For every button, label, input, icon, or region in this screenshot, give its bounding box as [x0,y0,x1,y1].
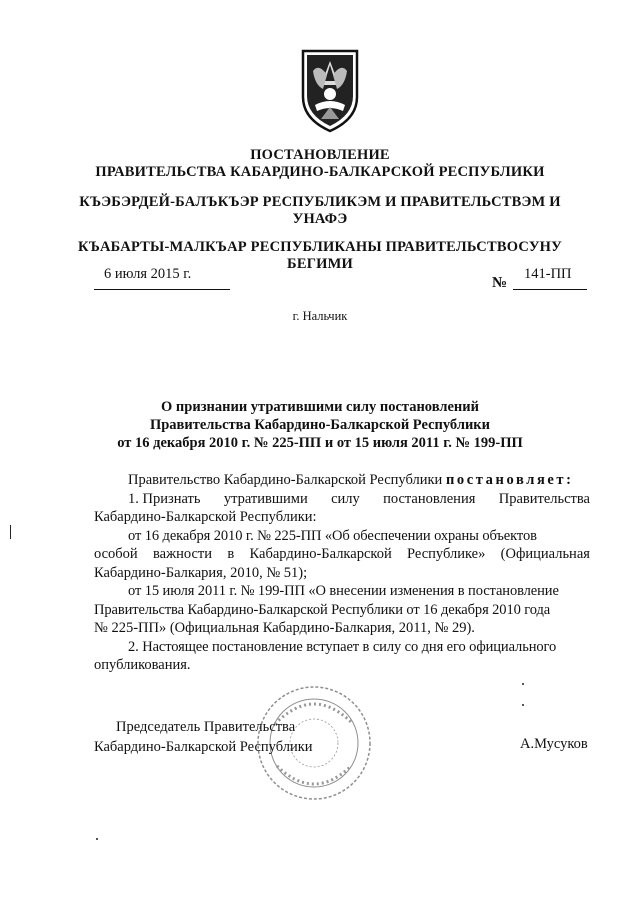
coat-of-arms-emblem [299,45,361,133]
item-1a-line1: от 16 декабря 2010 г. № 225-ПП «Об обеспечении охраны объектов [128,527,537,544]
intro-paragraph [94,471,590,490]
number-sign: № [492,275,508,291]
item-2-line2: опубликования. [94,657,191,673]
issuer-heading-balkar-line2: БЕГИМИ [287,256,353,272]
city-label: г. Нальчик [292,309,348,323]
number-underline [513,289,587,290]
scan-speck [522,704,524,706]
item-1-line1: 1. Признать утратившими силу постановления Правительства [128,490,590,507]
scan-margin-mark [10,525,11,539]
intro-text: Правительство Кабардино-Балкарской Республики [128,472,443,488]
document-date: 6 июля 2015 г. [104,266,192,282]
scan-speck [96,838,98,840]
date-underline [94,289,230,290]
item-1b-line1: от 15 июля 2011 г. № 199-ПП «О внесении изменения в постановление [128,583,559,599]
document-number: 141-ПП [524,266,572,282]
issuer-heading-kabardian-line1: КЪЭБЭРДЕЙ-БАЛЪКЪЭР РЕСПУБЛИКЭМ И ПРАВИТЕЛЬСТВЭМ И [79,194,561,210]
signatory-position-line2: Кабардино-Балкарской Республики [94,739,313,755]
item-1-line2: Кабардино-Балкарской Республики: [94,509,317,525]
document-body [94,471,590,675]
document-title-line1: О признании утратившими силу постановлений [161,399,479,415]
issuer-heading-russian: ПРАВИТЕЛЬСТВА КАБАРДИНО-БАЛКАРСКОЙ РЕСПУБЛИКИ [95,164,545,180]
issuer-heading-balkar-line1: КЪАБАРТЫ-МАЛКЪАР РЕСПУБЛИКАНЫ ПРАВИТЕЛЬСТВОСУНУ [78,239,562,255]
document-type-heading: ПОСТАНОВЛЕНИЕ [250,147,390,163]
item-1a-line2: особой важности в Кабардино-Балкарской Республике» (Официальная [94,546,590,562]
signatory-position-line1: Председатель Правительства [116,719,296,735]
item-1a-line3: Кабардино-Балкария, 2010, № 51); [94,564,308,581]
intro-bold-text: постановляет: [445,472,574,488]
issuer-heading-kabardian-line2: УНАФЭ [292,211,348,227]
document-title-line3: от 16 декабря 2010 г. № 225-ПП и от 15 июля 2011 г. № 199-ПП [117,435,523,451]
item-1b-line2: Правительства Кабардино-Балкарской Республики от 16 декабря 2010 года [94,601,551,618]
scan-speck [522,683,524,685]
item-2-line1: 2. Настоящее постановление вступает в силу со дня его официального [128,638,557,655]
signatory-name: А.Мусуков [520,736,588,752]
item-1b-line3: № 225-ПП» (Официальная Кабардино-Балкария, 2011, № 29). [94,620,475,636]
document-title-line2: Правительства Кабардино-Балкарской Республики [149,417,491,433]
signatory-position [94,717,313,757]
